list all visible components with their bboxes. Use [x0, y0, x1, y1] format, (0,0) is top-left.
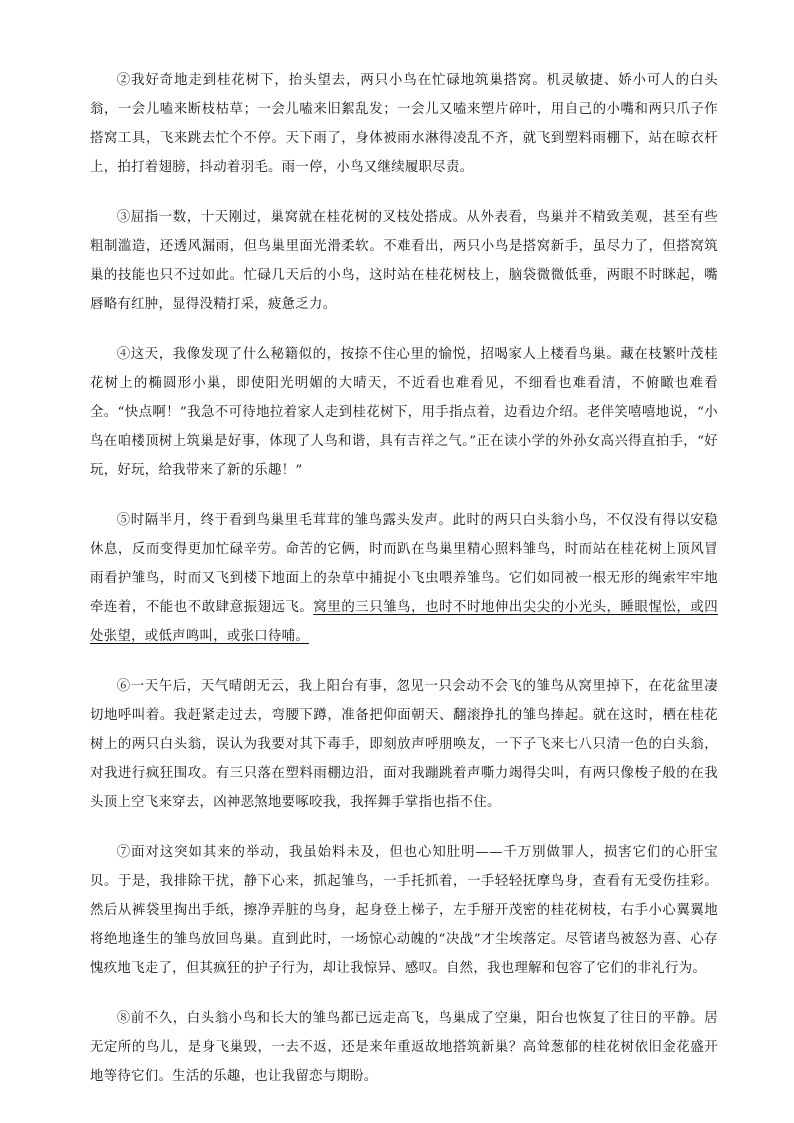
document-body	[90, 66, 718, 1112]
paragraph-text: ⑧前不久，白头翁小鸟和长大的雏鸟都已远走高飞，鸟巢成了空巢，阳台也恢复了往日的平静。居无定所的鸟儿，是身飞巢毁，一去不返，还是来年重返故地搭筑新巢？高耸葱郁的桂花树依旧金花盛开地等待它们。生活的乐趣，也让我留恋与期盼。	[90, 1011, 718, 1084]
paragraph-text: ②我好奇地走到桂花树下，抬头望去，两只小鸟在忙碌地筑巢搭窝。机灵敏捷、娇小可人的白头翁，一会儿嗑来断枝枯草；一会儿嗑来旧絮乱发；一会儿又嗑来塑片碎叶，用自己的小嘴和两只爪子作搭窝工具，飞来跳去忙个不停。天下雨了，身体被雨水淋得凌乱不齐，就飞到塑料雨棚下，站在晾衣杆上，拍打着翅膀，抖动着羽毛。雨一停，小鸟又继续履职尽责。	[90, 73, 718, 175]
paragraph-6	[90, 672, 718, 817]
paragraph-text: ④这天，我像发现了什么秘籍似的，按捺不住心里的愉悦，招喝家人上楼看鸟巢。藏在枝繁叶茂桂花树上的椭圆形小巢，即使阳光明媚的大晴天，不近看也难看见，不细看也难看清，不俯瞰也难看全。“快点啊！”我急不可待地拉着家人走到桂花树下，用手指点着，边看边介绍。老伴笑嘻嘻地说，“小鸟在咱楼顶树上筑巢是好事，体现了人鸟和谐，具有吉祥之气。”正在读小学的外孙女高兴得直拍手，“好玩，好玩，给我带来了新的乐趣！”	[90, 347, 718, 478]
paragraph-5	[90, 506, 718, 651]
paragraph-3	[90, 203, 718, 319]
paragraph-4	[90, 340, 718, 485]
paragraph-8	[90, 1004, 718, 1091]
paragraph-7	[90, 838, 718, 983]
paragraph-text: ③屈指一数，十天刚过，巢窝就在桂花树的叉枝处搭成。从外表看，鸟巢并不精致美观，甚至有些粗制滥造，还透风漏雨，但鸟巢里面光滑柔软。不难看出，两只小鸟是搭窝新手，虽尽力了，但搭窝筑巢的技能也只不过如此。忙碌几天后的小鸟，这时站在桂花树枝上，脑袋微微低垂，两眼不时眯起，嘴唇略有红肿，显得没精打采，疲惫乏力。	[90, 210, 718, 312]
paragraph-2	[90, 66, 718, 182]
paragraph-text: ⑦面对这突如其来的举动，我虽始料未及，但也心知肚明——千万别做罪人，损害它们的心肝宝贝。于是，我排除干扰，静下心来，抓起雏鸟，一手托抓着，一手轻轻抚摩鸟身，查看有无受伤挂彩。然后从裤袋里掏出手纸，擦净弄脏的鸟身，起身登上梯子，左手掰开茂密的桂花树枝，右手小心翼翼地将绝地逢生的雏鸟放回鸟巢。直到此时，一场惊心动魄的“决战”才尘埃落定。尽管诸鸟被怒为喜、心存愧疚地飞走了，但其疯狂的护子行为，却让我惊异、感叹。自然，我也理解和包容了它们的非礼行为。	[90, 845, 718, 976]
underlined-sentence: 窝里的三只雏鸟，也时不时地伸出尖尖的小光头，睡眼惺忪，或四处张望，或低声鸣叫，或张口待哺。	[90, 600, 718, 644]
paragraph-text: ⑥一天午后，天气晴朗无云，我上阳台有事，忽见一只会动不会飞的雏鸟从窝里掉下，在花盆里凄切地呼叫着。我赶紧走过去，弯腰下蹲，准备把仰面朝天、翻滚挣扎的雏鸟捧起。就在这时，栖在桂花树上的两只白头翁，误认为我要对其下毒手，即刻放声呼朋唤友，一下子飞来七八只清一色的白头翁，对我进行疯狂围攻。有三只落在塑料雨棚边沿，面对我蹦跳着声嘶力竭得尖叫，有两只像梭子般的在我头顶上空飞来穿去，凶神恶煞地要啄咬我，我挥舞手掌指也指不住。	[90, 679, 718, 810]
paragraph-text: ⑤时隔半月，终于看到鸟巢里毛茸茸的雏鸟露头发声。此时的两只白头翁小鸟，不仅没有得以安稳休息，反而变得更加忙碌辛劳。命苦的它俩，时而趴在鸟巢里精心照料雏鸟，时而站在桂花树上顶风冒雨看护雏鸟，时而又飞到楼下地面上的杂草中捕捉小飞虫喂养雏鸟。它们如同被一根无形的绳索牢牢地牵连着，不能也不敢肆意振翅远飞。	[90, 513, 718, 615]
